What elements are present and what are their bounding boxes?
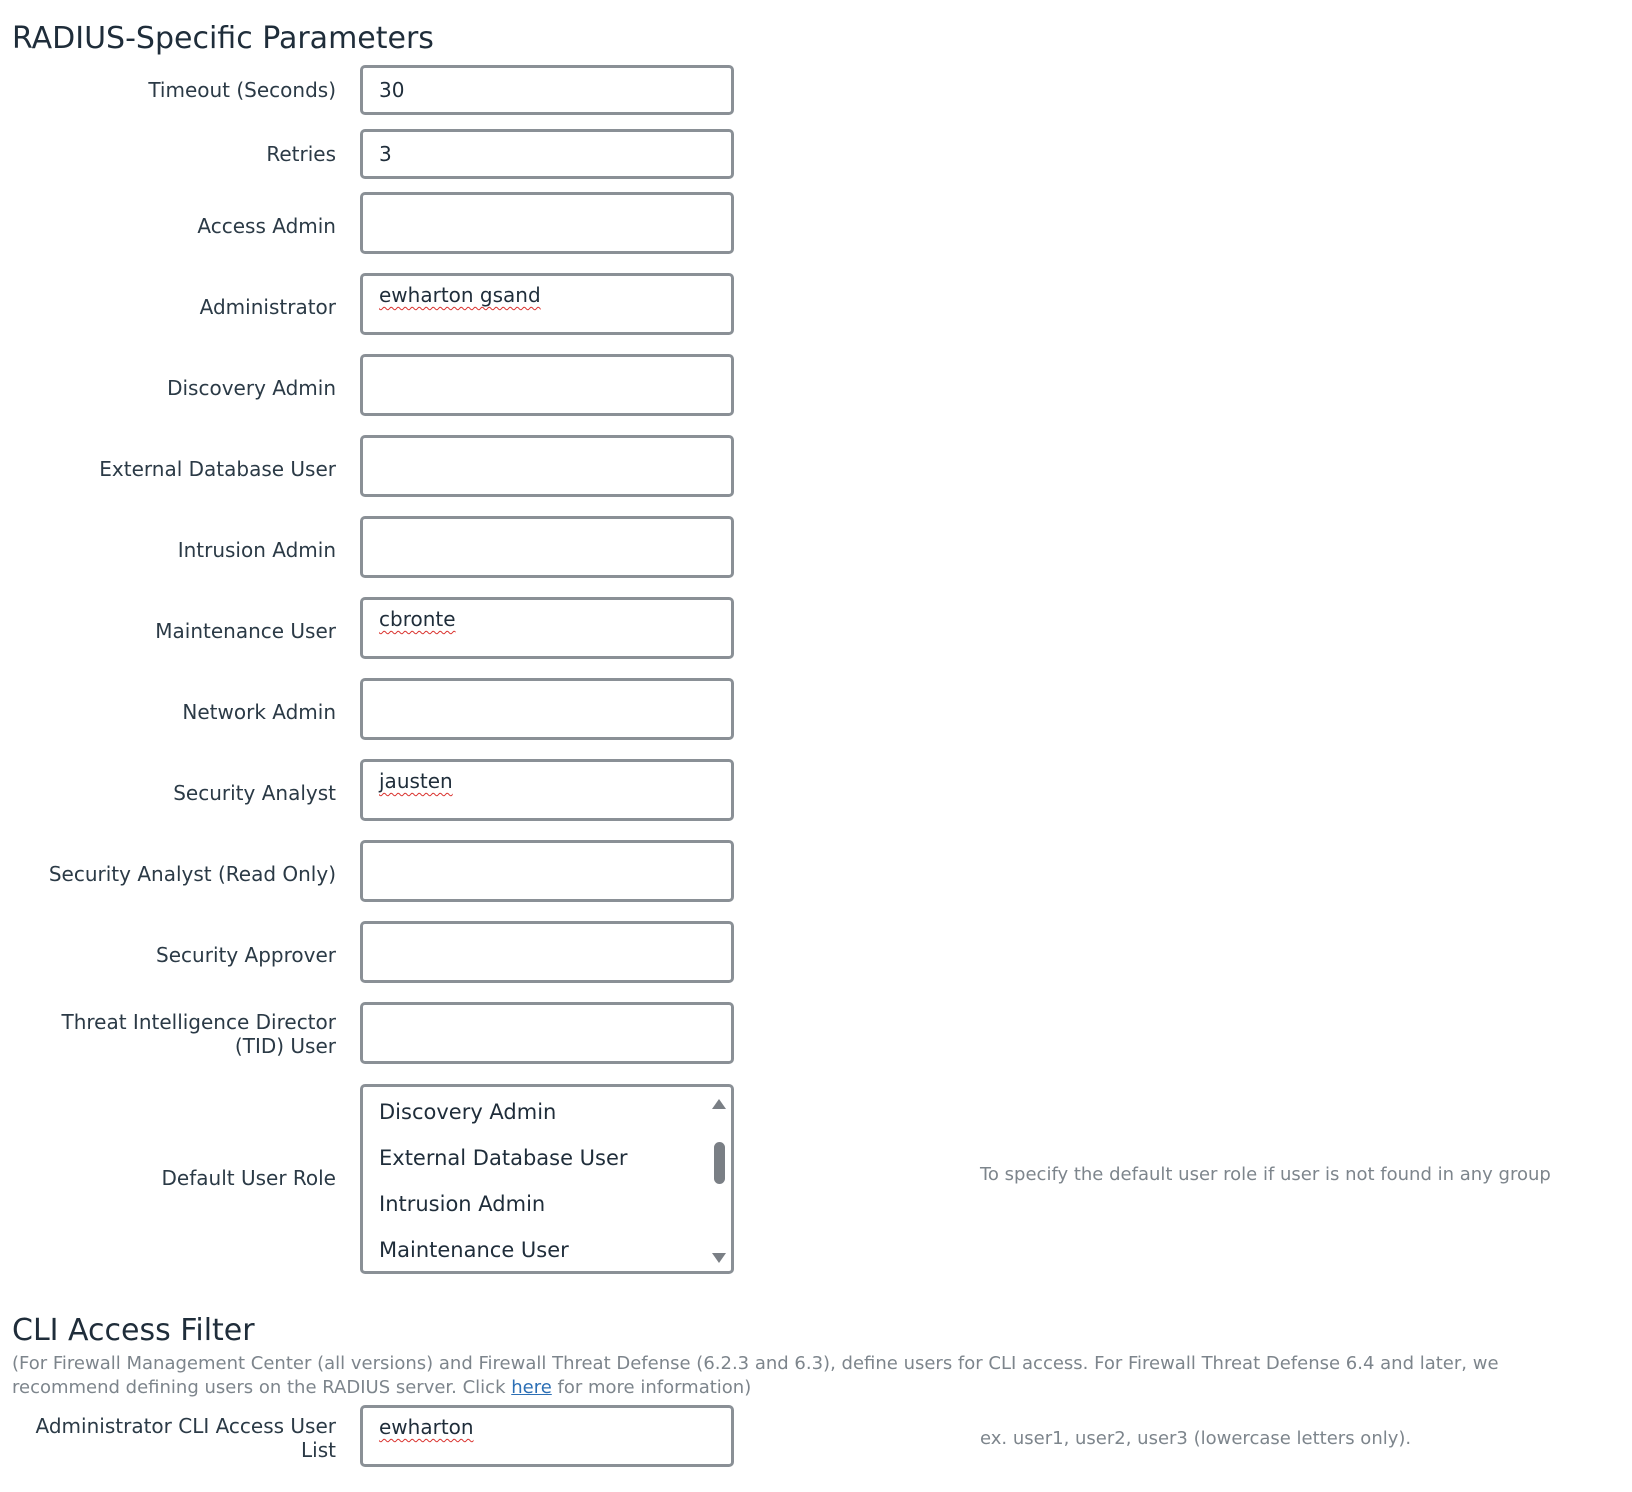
- tid-user-label: [16, 1010, 336, 1058]
- administrator-field[interactable]: [360, 273, 734, 335]
- default-user-role-label: Default User Role: [161, 1166, 336, 1190]
- role-option[interactable]: External Database User: [379, 1146, 628, 1170]
- cli-section-title: CLI Access Filter: [12, 1313, 255, 1348]
- retries-label: Retries: [266, 142, 336, 166]
- external-database-user-field[interactable]: [360, 435, 734, 497]
- default-user-role-hint: To specify the default user role if user is not found in any group: [980, 1164, 1551, 1185]
- security-analyst-readonly-label: Security Analyst (Read Only): [48, 862, 336, 886]
- discovery-admin-label: Discovery Admin: [167, 376, 336, 400]
- security-approver-label: Security Approver: [156, 943, 336, 967]
- timeout-input[interactable]: [360, 65, 734, 115]
- security-analyst-label: Security Analyst: [173, 781, 336, 805]
- admin-cli-access-hint: ex. user1, user2, user3 (lowercase letters only).: [980, 1428, 1412, 1449]
- access-admin-label: Access Admin: [197, 214, 336, 238]
- maintenance-user-value: cbronte: [379, 607, 456, 631]
- intrusion-admin-label: Intrusion Admin: [177, 538, 336, 562]
- cli-more-info-link[interactable]: here: [511, 1377, 552, 1398]
- role-option[interactable]: Discovery Admin: [379, 1100, 557, 1124]
- admin-cli-access-label-line1: Administrator CLI Access User: [35, 1414, 336, 1438]
- security-approver-field[interactable]: [360, 921, 734, 983]
- administrator-value: ewharton gsand: [379, 283, 541, 307]
- radius-section-title: RADIUS-Specific Parameters: [12, 21, 434, 56]
- admin-cli-access-label-line2: List: [301, 1438, 336, 1462]
- external-database-user-label: External Database User: [99, 457, 336, 481]
- scrollbar-thumb[interactable]: [714, 1142, 725, 1184]
- timeout-label: Timeout (Seconds): [148, 78, 336, 102]
- scroll-up-arrow-icon[interactable]: [712, 1099, 726, 1109]
- discovery-admin-field[interactable]: [360, 354, 734, 416]
- default-user-role-listbox[interactable]: [360, 1084, 734, 1274]
- tid-user-label-line1: Threat Intelligence Director: [61, 1010, 336, 1034]
- admin-cli-access-value: ewharton: [379, 1415, 474, 1439]
- admin-cli-access-field[interactable]: [360, 1405, 734, 1467]
- tid-user-label-line2: (TID) User: [234, 1034, 336, 1058]
- tid-user-field[interactable]: [360, 1002, 734, 1064]
- maintenance-user-label: Maintenance User: [155, 619, 336, 643]
- security-analyst-field[interactable]: [360, 759, 734, 821]
- role-option[interactable]: Intrusion Admin: [379, 1192, 546, 1216]
- security-analyst-value: jausten: [379, 769, 453, 793]
- administrator-label: Administrator: [199, 295, 336, 319]
- scroll-down-arrow-icon[interactable]: [712, 1253, 726, 1263]
- admin-cli-access-label: [16, 1414, 336, 1462]
- cli-description: [12, 1352, 1602, 1400]
- access-admin-field[interactable]: [360, 192, 734, 254]
- security-analyst-readonly-field[interactable]: [360, 840, 734, 902]
- intrusion-admin-field[interactable]: [360, 516, 734, 578]
- cli-description-text: (For Firewall Management Center (all versions) and Firewall Threat Defense (6.2.3 and 6.3), define users for CLI access. For Firewall Threat Defense 6.4 and later, we recommend defining users on the RADIUS server. Click: [12, 1353, 1499, 1398]
- network-admin-field[interactable]: [360, 678, 734, 740]
- maintenance-user-field[interactable]: [360, 597, 734, 659]
- role-option[interactable]: Maintenance User: [379, 1238, 569, 1262]
- network-admin-label: Network Admin: [182, 700, 336, 724]
- retries-input[interactable]: [360, 129, 734, 179]
- cli-description-tail: for more information): [551, 1377, 752, 1398]
